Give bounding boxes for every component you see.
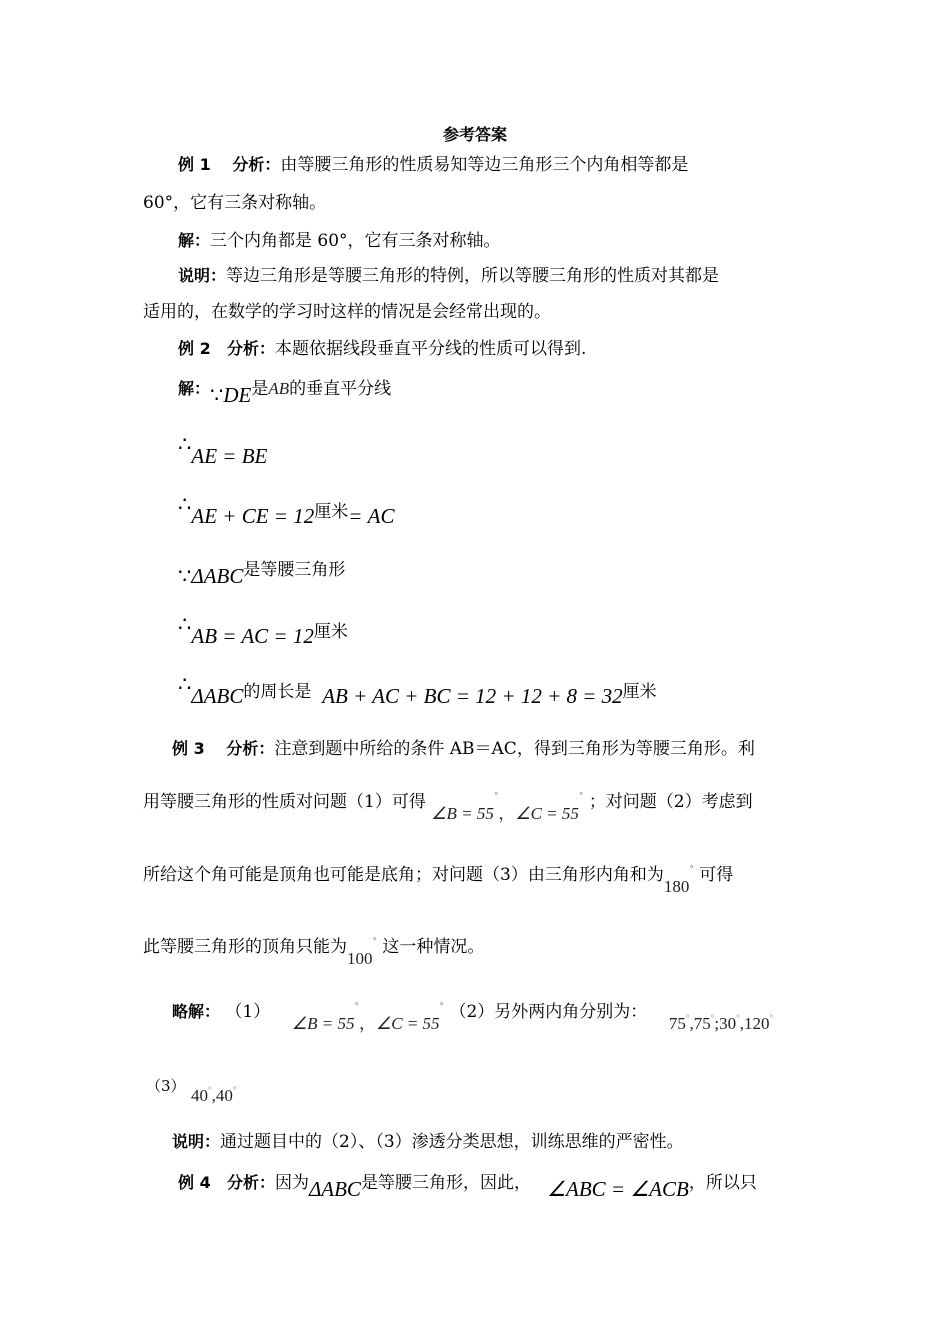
ex3-brief-3-values: 40°,40° bbox=[190, 1085, 237, 1105]
ex3-brief-v1: 75 bbox=[668, 1014, 686, 1033]
ex2-step-5 bbox=[178, 612, 348, 648]
ex3-brief-line: 略解： （1） ∠B = 55°，∠C = 55° （2）另外两内角分别为： 75°,75°;30°,120° bbox=[172, 1002, 774, 1033]
ex3-brief-v2: 75 bbox=[693, 1014, 711, 1033]
ex3-analysis-line-3: 所给这个角可能是顶角也可能是底角；对问题（3）由三角形内角和为180° 可得 bbox=[143, 865, 734, 896]
ex3-note-text: 通过题目中的（2）、（3）渗透分类思想，训练思维的严密性。 bbox=[220, 1132, 684, 1152]
ex3-analysis-text-4a: 此等腰三角形的顶角只能为 bbox=[143, 937, 347, 957]
ex2-step-3-unit: 厘米 bbox=[314, 502, 349, 522]
ex3-note-label: 说明： bbox=[172, 1132, 221, 1151]
ex2-math-abc: ΔABC bbox=[191, 564, 244, 588]
ex2-math-de: DE bbox=[223, 383, 252, 407]
ex4-analysis-line bbox=[178, 1171, 757, 1201]
ex2-analysis-line bbox=[178, 341, 586, 358]
ex1-note-line-2: 适用的，在数学的学习时这样的情况是会经常出现的。 bbox=[143, 302, 551, 322]
ex3-math-180: 180 bbox=[663, 877, 690, 896]
because-symbol: ∵ bbox=[210, 383, 224, 407]
ex3-brief-sep: ， bbox=[358, 1014, 376, 1033]
ex3-analysis-line-2: 用等腰三角形的性质对问题（1）可得 ∠B = 55°，∠C = 55° ；对问题（2）考虑到 bbox=[143, 792, 753, 823]
ex3-analysis-text-1: 注意到题中所给的条件 AB＝AC，得到三角形为等腰三角形。利 bbox=[274, 739, 755, 759]
ex2-analysis-text: 本题依据线段垂直平分线的性质可以得到. bbox=[274, 339, 587, 359]
ex2-math-ae-ce: AE + CE = 12 bbox=[191, 504, 315, 528]
ex4-math-angles: ∠ABC = ∠ACB bbox=[547, 1177, 689, 1201]
ex3-math-angle-b: ∠B = 55 bbox=[431, 804, 494, 823]
ex1-note-text-1: 等边三角形是等腰三角形的特例，所以等腰三角形的性质对其都是 bbox=[226, 266, 720, 286]
ex1-note-line bbox=[178, 268, 719, 285]
ex1-analysis-text-1: 由等腰三角形的性质易知等边三角形三个内角相等都是 bbox=[280, 155, 689, 175]
ex2-math-perimeter: AB + AC + BC = 12 + 12 + 8 = 32 bbox=[322, 684, 623, 708]
ex2-math-eq-ac: = AC bbox=[348, 504, 395, 528]
ex2-math-ab-ac: AB = AC = 12 bbox=[191, 624, 314, 648]
ex3-analysis-label: 分析： bbox=[226, 739, 275, 758]
ex4-label: 例 4 bbox=[178, 1173, 211, 1192]
ex1-analysis-line bbox=[178, 157, 688, 174]
ex3-analysis-line bbox=[172, 741, 755, 758]
ex3-sep: ， bbox=[498, 804, 516, 823]
ex2-step-4-text: 是等腰三角形 bbox=[243, 560, 346, 580]
ex3-brief-v4: 120 bbox=[743, 1014, 770, 1033]
ex3-brief-3-v2: 40 bbox=[215, 1086, 233, 1105]
because-symbol: ∵ bbox=[178, 564, 192, 588]
ex3-brief-v3: 30 bbox=[719, 1014, 737, 1033]
ex1-analysis-line-2: 60°，它有三条对称轴。 bbox=[143, 193, 327, 213]
ex3-analysis-text-2a: 用等腰三角形的性质对问题（1）可得 bbox=[143, 792, 426, 812]
ex2-step-6-text: 的周长是 bbox=[243, 682, 312, 702]
ex2-label: 例 2 bbox=[178, 339, 211, 358]
ex3-analysis-text-2b: ；对问题（2）考虑到 bbox=[588, 792, 753, 812]
ex3-brief-angle-b: ∠B = 55 bbox=[291, 1014, 355, 1033]
ex3-analysis-line-4: 此等腰三角形的顶角只能为100° 这一种情况。 bbox=[143, 937, 485, 968]
ex4-text-2: 是等腰三角形，因此， bbox=[360, 1173, 531, 1193]
ex2-step-3 bbox=[178, 492, 395, 528]
ex1-analysis-label: 分析： bbox=[232, 155, 281, 174]
ex3-math-100: 100 bbox=[347, 949, 373, 968]
ex2-step-6 bbox=[178, 672, 657, 708]
therefore-symbol: ∴ bbox=[178, 612, 192, 636]
ex1-solution-line bbox=[178, 233, 501, 250]
ex2-step-4 bbox=[178, 558, 346, 588]
ex1-label: 例 1 bbox=[178, 155, 211, 174]
therefore-symbol: ∴ bbox=[178, 492, 192, 516]
ex3-brief-label: 略解： bbox=[172, 1002, 221, 1021]
ex4-text-1: 因为 bbox=[274, 1173, 309, 1193]
ex2-step-2 bbox=[178, 432, 268, 468]
ex3-analysis-text-3a: 所给这个角可能是顶角也可能是底角；对问题（3）由三角形内角和为 bbox=[143, 865, 664, 885]
ex3-analysis-text-4b: 这一种情况。 bbox=[382, 937, 485, 957]
therefore-symbol: ∴ bbox=[178, 672, 192, 696]
ex3-note-line bbox=[172, 1134, 684, 1151]
ex4-analysis-label: 分析： bbox=[226, 1173, 275, 1192]
ex3-brief-angle-c: ∠C = 55 bbox=[375, 1014, 440, 1033]
ex2-step-1-is: 是 bbox=[251, 379, 269, 399]
ex3-brief-2: （2）另外两内角分别为： bbox=[449, 1002, 648, 1022]
ex2-analysis-label: 分析： bbox=[226, 339, 275, 358]
ex4-text-3: ，所以只 bbox=[688, 1173, 757, 1193]
ex3-brief-3-v1: 40 bbox=[190, 1086, 208, 1105]
ex4-math-abc: ΔABC bbox=[308, 1177, 361, 1201]
ex3-brief-line-3 bbox=[146, 1076, 237, 1105]
page-title: 参考答案 bbox=[442, 125, 507, 144]
ex3-math-angle-c: ∠C = 55 bbox=[515, 804, 579, 823]
ex2-step-6-unit: 厘米 bbox=[622, 682, 657, 702]
ex1-note-label: 说明： bbox=[178, 266, 227, 285]
ex1-solution-text: 三个内角都是 60°，它有三条对称轴。 bbox=[210, 231, 501, 251]
ex2-step-1 bbox=[178, 377, 392, 407]
ex3-analysis-text-3b: 可得 bbox=[699, 865, 734, 885]
ex2-math-ab: AB bbox=[268, 379, 290, 398]
therefore-symbol: ∴ bbox=[178, 432, 192, 456]
ex3-brief-1: （1） bbox=[225, 1002, 271, 1022]
ex2-math-abc-2: ΔABC bbox=[191, 684, 244, 708]
ex3-label: 例 3 bbox=[172, 739, 205, 758]
ex2-step-5-unit: 厘米 bbox=[313, 622, 348, 642]
ex2-step-1-text: 的垂直平分线 bbox=[289, 379, 392, 399]
ex1-solution-label: 解： bbox=[178, 231, 211, 250]
ex2-math-ae-be: AE = BE bbox=[191, 444, 268, 468]
ex2-solution-label: 解： bbox=[178, 379, 211, 398]
ex3-brief-3: （3） bbox=[146, 1077, 186, 1095]
ex3-brief-2-values: 75°,75°;30°,120° bbox=[668, 1013, 774, 1033]
